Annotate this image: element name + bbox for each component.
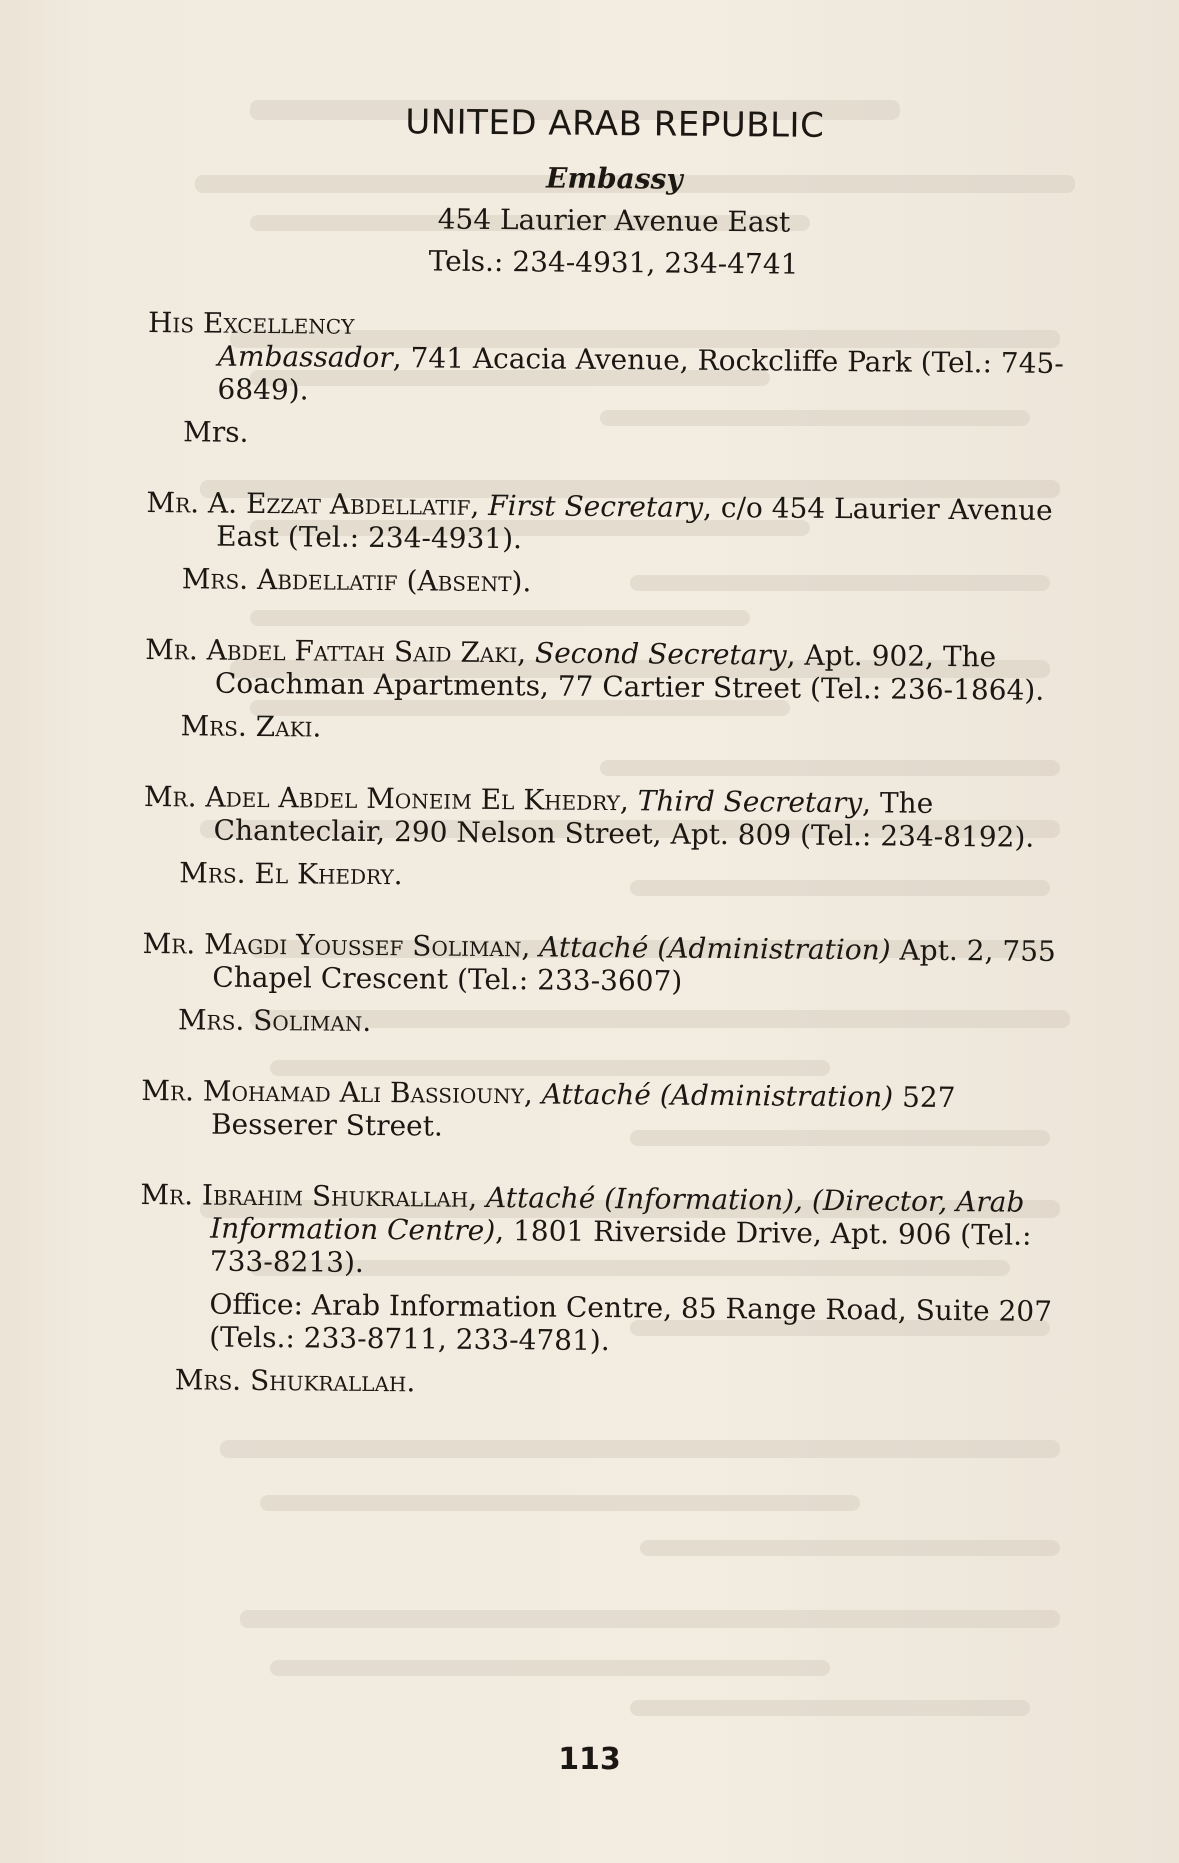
entry-name: His Excellency xyxy=(147,305,355,341)
directory-content xyxy=(138,100,1080,1442)
entry-name: Mr. Magdi Youssef Soliman xyxy=(142,926,522,964)
entry-title-line: Mr. Abdel Fattah Said Zaki, Second Secretary, Apt. 902, The Coachman Apartments, 77 Cartier Street (Tel.: 236-1864). xyxy=(145,632,1045,707)
entry-address: , 1801 Riverside Drive, Apt. 906 (Tel.: 733-8213). xyxy=(209,1214,1032,1279)
mission-phones: Tels.: 234-4931, 234-4741 xyxy=(428,244,799,281)
entry-name: Mr. Ibrahim Shukrallah xyxy=(140,1177,469,1214)
entry-role: First Secretary xyxy=(488,488,704,524)
entry-spouse: Mrs. xyxy=(182,415,249,449)
entry-spouse: Mrs. Abdellatif (Absent). xyxy=(181,562,532,599)
entry-role: Attaché (Administration) xyxy=(541,1077,894,1114)
entry-spouse: Mrs. El Khedry. xyxy=(179,856,403,892)
directory-entry xyxy=(142,927,1073,1044)
entry-title-line: Mr. Ibrahim Shukrallah, Attaché (Information), (Director, Arab Information Centre), 1801 Riverside Drive, Apt. 906 (Tel.: 733-8213). xyxy=(140,1177,1032,1279)
mission-header xyxy=(148,154,1079,288)
country-heading: UNITED ARAB REPUBLIC xyxy=(405,102,825,146)
entry-title-line: Mr. Magdi Youssef Soliman, Attaché (Administration) Apt. 2, 755 Chapel Crescent (Tel.: 233-3607) xyxy=(142,926,1056,998)
directory-entry xyxy=(143,780,1074,897)
entry-office: Office: Arab Information Centre, 85 Range Road, Suite 207 (Tels.: 233-8711, 233-4781). xyxy=(209,1287,1053,1358)
entry-spouse: Mrs. Shukrallah. xyxy=(174,1363,416,1399)
page-number: 113 xyxy=(558,1742,621,1777)
entry-spouse: Mrs. Soliman. xyxy=(177,1003,372,1038)
entry-role: Attaché (Information), (Director, Arab Information Centre) xyxy=(210,1180,1025,1248)
directory-entry xyxy=(147,306,1078,456)
entry-details xyxy=(147,339,1078,413)
entry-name: Mr. Abdel Fattah Said Zaki xyxy=(145,632,518,670)
entry-address: Apt. 2, 755 Chapel Crescent (Tel.: 233-3607) xyxy=(212,933,1056,998)
entry-address: , c/o 454 Laurier Avenue East (Tel.: 234-4931). xyxy=(216,490,1053,556)
entry-address: 527 Besserer Street. xyxy=(210,1080,956,1143)
directory-entry xyxy=(139,1178,1071,1404)
entry-title-line: Mr. Adel Abdel Moneim El Khedry, Third Secretary, The Chanteclair, 290 Nelson Street, Apt. 809 (Tel.: 234-8192). xyxy=(143,779,1035,854)
directory-entry xyxy=(141,1074,1072,1148)
entry-spouse: Mrs. Zaki. xyxy=(180,709,322,744)
directory-entry xyxy=(146,486,1077,603)
mission-address: 454 Laurier Avenue East xyxy=(437,202,791,239)
entry-role: Attaché (Administration) xyxy=(539,930,891,967)
entry-name: Mr. A. Ezzat Abdellatif xyxy=(146,485,471,522)
entry-address: , Apt. 902, The Coachman Apartments, 77 Cartier Street (Tel.: 236-1864). xyxy=(214,638,1045,707)
mission-type: Embassy xyxy=(545,161,683,196)
directory-entry xyxy=(144,633,1075,750)
entry-name: Mr. Mohamad Ali Bassiouny xyxy=(141,1073,525,1111)
entry-role: Second Secretary xyxy=(534,636,787,672)
entry-role: Ambassador xyxy=(217,339,393,375)
entry-role: Third Secretary xyxy=(637,784,863,820)
entry-title-line: Mr. A. Ezzat Abdellatif, First Secretary, c/o 454 Laurier Avenue East (Tel.: 234-4931). xyxy=(146,485,1053,556)
entry-address: , 741 Acacia Avenue, Rockcliffe Park (Tel.: 745-6849). xyxy=(217,341,1064,407)
entry-name: Mr. Adel Abdel Moneim El Khedry xyxy=(143,779,621,818)
entry-address: , The Chanteclair, 290 Nelson Street, Apt. 809 (Tel.: 234-8192). xyxy=(213,786,1035,854)
entry-title-line: Mr. Mohamad Ali Bassiouny, Attaché (Administration) 527 Besserer Street. xyxy=(141,1073,956,1143)
